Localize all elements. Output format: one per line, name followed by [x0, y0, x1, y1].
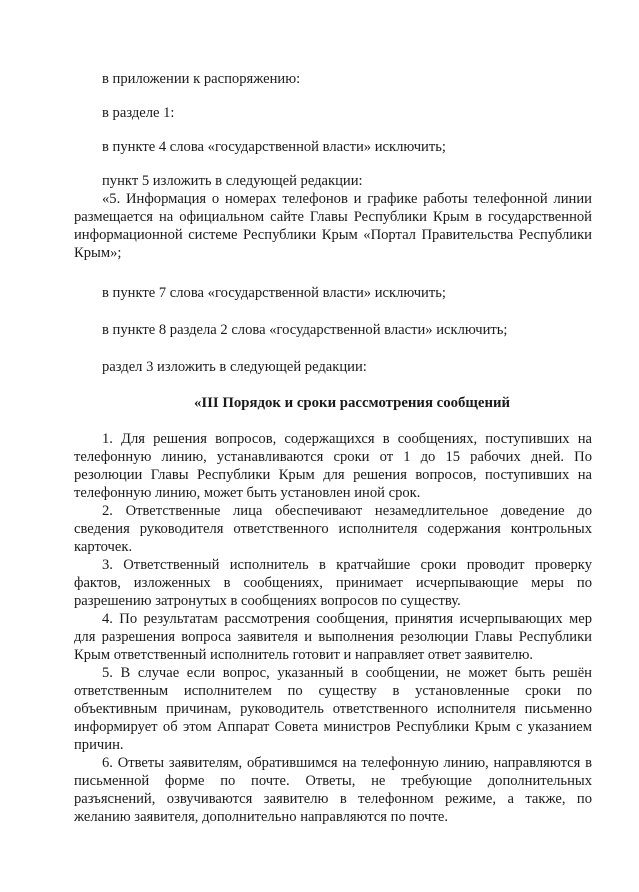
- paragraph-3-line: разрешению затронутых в сообщениях вопросов по существу.: [74, 593, 461, 609]
- intro-line: в приложении к распоряжению:: [102, 71, 301, 87]
- paragraph-5-line: информирует об этом Аппарат Совета министров Республики Крым с указанием: [74, 719, 592, 735]
- quote-line: информационной системе Республики Крым «Портал Правительства Республики: [74, 227, 592, 243]
- quote-line: «5. Информация о номерах телефонов и графике работы телефонной линии: [102, 191, 592, 207]
- paragraph-5-line: 5. В случае если вопрос, указанный в сообщении, не может быть решён: [102, 665, 592, 681]
- paragraph-5-line: причин.: [74, 737, 124, 753]
- quote-line: размещается на официальном сайте Главы Республики Крым в государственной: [74, 209, 592, 225]
- paragraph-2-line: 2. Ответственные лица обеспечивают незамедлительное доведение до: [102, 503, 592, 519]
- paragraph-4-line: Крым ответственный исполнитель готовит и направляет ответ заявителю.: [74, 647, 534, 663]
- intro-line: в пункте 4 слова «государственной власти» исключить;: [102, 139, 446, 155]
- paragraph-3-line: 3. Ответственный исполнитель в кратчайшие сроки проводит проверку: [102, 557, 592, 573]
- paragraph-5-line: ответственным исполнителем по существу в установленные сроки по: [74, 683, 592, 699]
- intro-line: пункт 5 изложить в следующей редакции:: [102, 173, 363, 189]
- quote-line: Крым»;: [74, 245, 122, 261]
- paragraph-6-line: 6. Ответы заявителям, обратившимся на телефонную линию, направляются в: [102, 755, 592, 771]
- paragraph-4-line: 4. По результатам рассмотрения сообщения, принятия исчерпывающих мер: [102, 611, 592, 627]
- paragraph-4-line: для разрешения вопроса заявителя и выполнения резолюции Главы Республики: [74, 629, 592, 645]
- paragraph-1-line: резолюции Главы Республики Крым для решения вопросов, поступивших на: [74, 467, 592, 483]
- paragraph-1-line: телефонную линию, устанавливаются сроки от 1 до 15 рабочих дней. По: [74, 449, 592, 465]
- paragraph-6-line: разъяснений, озвучиваются заявителю в телефонном режиме, а также, по: [74, 791, 592, 807]
- intro-line: в разделе 1:: [102, 105, 175, 121]
- instruction-line: раздел 3 изложить в следующей редакции:: [102, 359, 367, 375]
- instruction-line: в пункте 8 раздела 2 слова «государственной власти» исключить;: [102, 322, 508, 338]
- paragraph-6-line: письменной форме по почте. Ответы, не требующие дополнительных: [74, 773, 592, 789]
- paragraph-6-line: желанию заявителя, дополнительно направляются по почте.: [74, 809, 448, 825]
- paragraph-1-line: 1. Для решения вопросов, содержащихся в сообщениях, поступивших на: [102, 431, 592, 447]
- paragraph-1-line: телефонную линию, может быть установлен иной срок.: [74, 485, 421, 501]
- section-heading: «III Порядок и сроки рассмотрения сообщений: [194, 395, 511, 411]
- paragraph-2-line: сведения руководителя ответственного исполнителя содержания контрольных: [74, 521, 592, 537]
- paragraph-2-line: карточек.: [74, 539, 133, 555]
- paragraph-3-line: фактов, изложенных в сообщениях, принимает исчерпывающие меры по: [74, 575, 592, 591]
- paragraph-5-line: объективным причинам, руководитель ответственного исполнителя письменно: [74, 701, 592, 717]
- instruction-line: в пункте 7 слова «государственной власти» исключить;: [102, 285, 446, 301]
